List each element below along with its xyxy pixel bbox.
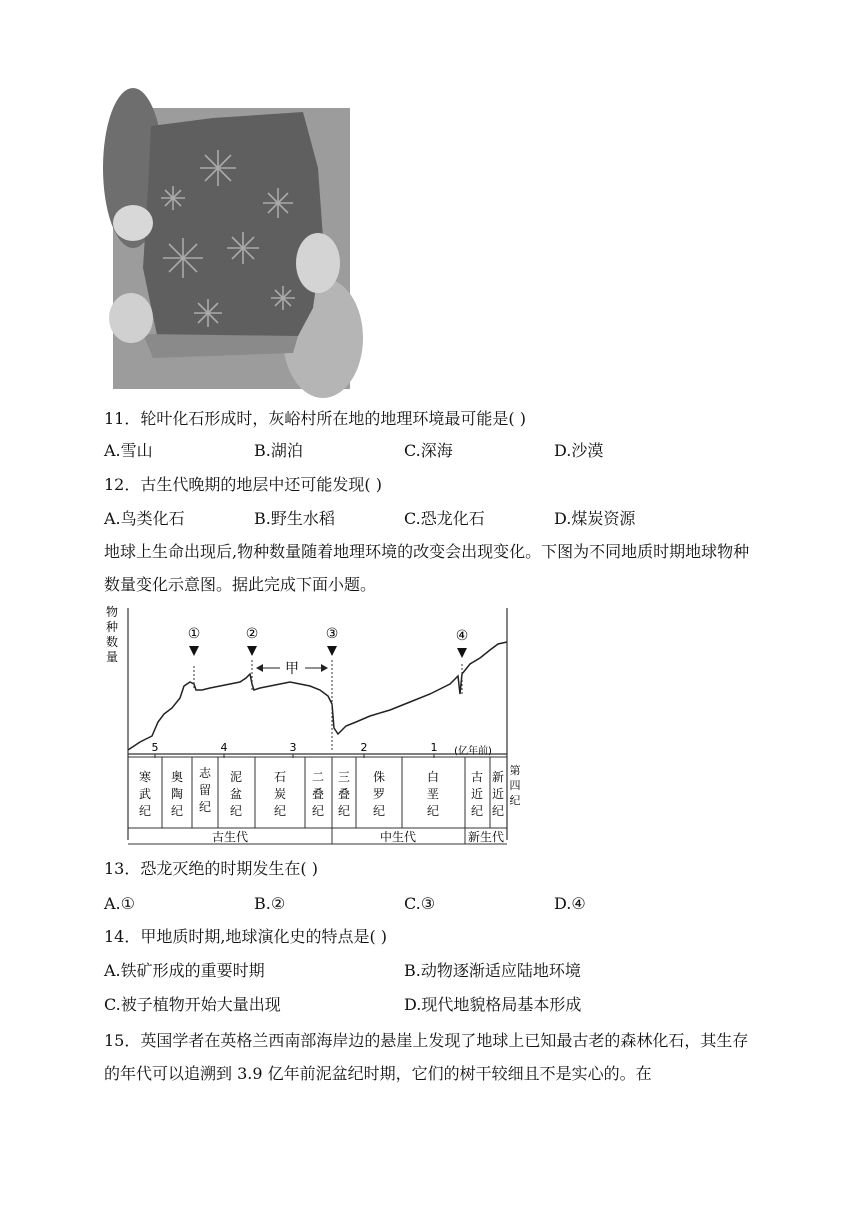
x-tick-5: 5 <box>151 741 159 754</box>
fossil-photo <box>113 108 350 389</box>
period-permian: 二叠纪 <box>311 770 325 818</box>
q14-question: 14．甲地质时期,地球演化史的特点是( ) <box>104 927 388 946</box>
q11-option-c[interactable]: C.深海 <box>404 441 453 460</box>
q12-option-d[interactable]: D.煤炭资源 <box>554 509 636 528</box>
intro-paragraph: 地球上生命出现后,物种数量随着地理环境的改变会出现变化。下图为不同地质时期地球物种数量变化示意图。据此完成下面小题。 <box>104 542 750 594</box>
q13-option-a[interactable]: A.① <box>104 894 135 913</box>
ylabel-char-1: 物 <box>105 605 119 619</box>
era-mesozoic: 中生代 <box>379 830 417 844</box>
x-tick-4: 4 <box>220 741 228 754</box>
species-curve <box>128 642 507 750</box>
q14-option-b[interactable]: B.动物逐渐适应陆地环境 <box>404 961 581 980</box>
period-cretaceous: 白垩纪 <box>426 770 440 818</box>
period-cambrian: 寒武纪 <box>138 770 152 818</box>
q14-option-c[interactable]: C.被子植物开始大量出现 <box>104 995 281 1014</box>
q11-option-b[interactable]: B.湖泊 <box>254 441 303 460</box>
marker-label-2: ② <box>245 626 259 642</box>
fossil-photo-image <box>113 108 350 389</box>
era-paleozoic: 古生代 <box>211 830 249 844</box>
x-axis-unit: (亿年前) <box>454 746 492 757</box>
period-neogene: 新近纪 <box>491 770 505 818</box>
span-arrowhead-left <box>256 664 263 672</box>
x-tick-1: 1 <box>430 741 438 754</box>
period-paleogene: 古近纪 <box>470 770 484 818</box>
era-cenozoic: 新生代 <box>467 830 505 844</box>
species-chart <box>100 604 521 850</box>
period-quaternary: 第四纪 <box>509 764 521 807</box>
period-silurian: 志留纪 <box>198 766 212 814</box>
q13-question: 13．恐龙灭绝的时期发生在( ) <box>104 859 318 878</box>
q12-question: 12．古生代晚期的地层中还可能发现( ) <box>104 475 382 494</box>
period-carboniferous: 石炭纪 <box>273 770 287 818</box>
period-devonian: 泥盆纪 <box>229 770 243 818</box>
q13-option-c[interactable]: C.③ <box>404 894 436 913</box>
ylabel-char-2: 种 <box>105 620 119 634</box>
span-arrowhead-right <box>321 664 328 672</box>
span-label: 甲 <box>285 661 299 677</box>
marker-triangle-2 <box>247 646 257 656</box>
q13-option-d[interactable]: D.④ <box>554 894 586 913</box>
q11-option-a[interactable]: A.雪山 <box>104 441 153 460</box>
q11-option-d[interactable]: D.沙漠 <box>554 441 604 460</box>
q11-question: 11．轮叶化石形成时，灰峪村所在地的地理环境最可能是( ) <box>104 409 526 428</box>
marker-label-1: ① <box>187 626 201 642</box>
q12-option-a[interactable]: A.鸟类化石 <box>104 509 185 528</box>
x-tick-3: 3 <box>289 741 297 754</box>
marker-triangle-1 <box>189 646 199 656</box>
period-triassic: 三叠纪 <box>337 770 351 818</box>
marker-label-4: ④ <box>455 628 469 644</box>
q14-option-d[interactable]: D.现代地貌格局基本形成 <box>404 995 582 1014</box>
q15-text: 15．英国学者在英格兰西南部海岸边的悬崖上发现了地球上已知最古老的森林化石，其生存的年代可以追溯到 3.9 亿年前泥盆纪时期，它们的树干较细且不是实心的。在 <box>104 1031 749 1083</box>
q12-option-b[interactable]: B.野生水稻 <box>254 509 335 528</box>
q12-option-c[interactable]: C.恐龙化石 <box>404 509 485 528</box>
marker-triangle-3 <box>327 646 337 656</box>
marker-triangle-4 <box>457 648 467 658</box>
q14-option-a[interactable]: A.铁矿形成的重要时期 <box>104 961 265 980</box>
period-jurassic: 侏罗纪 <box>372 770 386 818</box>
marker-label-3: ③ <box>325 626 339 642</box>
ylabel-char-4: 量 <box>105 650 119 664</box>
q13-option-b[interactable]: B.② <box>254 894 286 913</box>
period-ordovician: 奥陶纪 <box>170 770 184 818</box>
ylabel-char-3: 数 <box>105 635 119 649</box>
x-tick-2: 2 <box>360 741 368 754</box>
